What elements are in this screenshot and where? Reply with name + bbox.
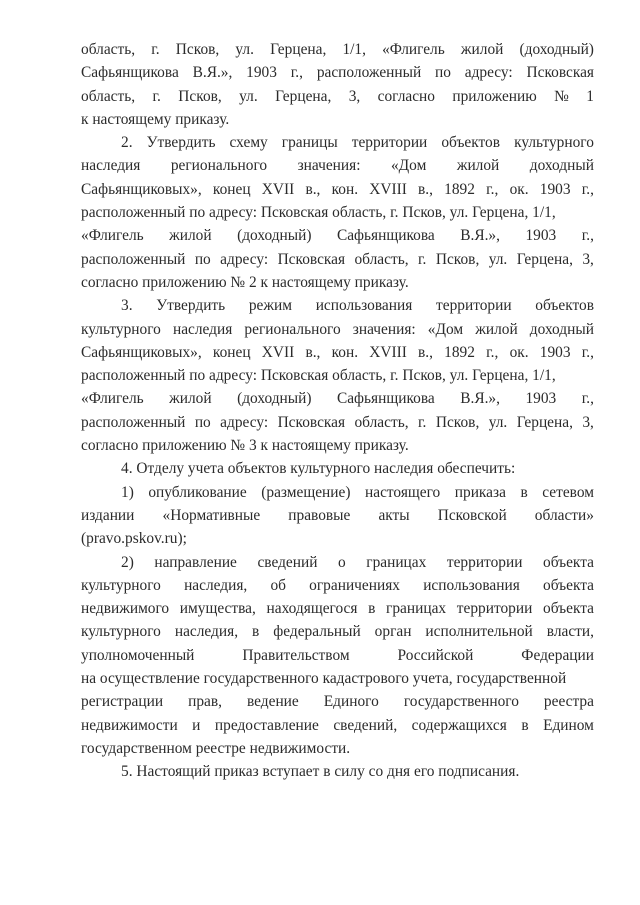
text-line: [81, 527, 594, 550]
text-line: [81, 667, 594, 690]
text-word: на осуществление государственного кадастрового учета, государственной: [81, 670, 567, 688]
text-word: (доходный): [519, 41, 594, 58]
text-word: г.: [152, 87, 161, 105]
text-word: границах: [386, 600, 447, 618]
text-word: кон.: [331, 180, 359, 198]
text-word: область,: [81, 41, 136, 58]
text-word: орган: [374, 623, 412, 641]
text-word: содержащихся: [411, 716, 507, 734]
text-word: Псковская: [277, 250, 346, 268]
text-word: Правительством: [242, 646, 350, 664]
text-word: №: [554, 87, 569, 105]
text-word: ок.: [509, 343, 529, 361]
text-word: исполнительной: [425, 623, 533, 641]
text-word: конец: [212, 180, 251, 198]
text-word: границах: [366, 553, 427, 571]
text-word: «Флигель: [382, 41, 445, 58]
text-word: 1): [121, 483, 134, 501]
text-word: власти,: [546, 623, 594, 641]
text-word: расположенный: [81, 413, 186, 431]
text-word: Утвердить: [146, 134, 216, 152]
text-line: [81, 108, 594, 131]
text-word: сетевом: [542, 483, 594, 501]
text-word: государственного: [403, 693, 519, 711]
text-word: по: [194, 250, 211, 268]
text-line: [81, 364, 594, 387]
text-word: «Дом: [390, 157, 427, 175]
text-word: 5. Настоящий приказ вступает в силу со дня его подписания.: [121, 763, 520, 781]
text-word: ведение: [246, 693, 299, 711]
text-word: Герцена,: [516, 413, 573, 431]
text-word: схему: [229, 134, 268, 152]
text-line: [81, 294, 594, 317]
text-word: жилой: [475, 320, 518, 338]
text-word: В.Я.»,: [460, 390, 500, 408]
text-line: [81, 411, 594, 434]
text-word: г.,: [581, 390, 594, 408]
text-word: сведений: [257, 553, 318, 571]
text-line: [81, 737, 594, 760]
text-word: г.: [417, 250, 427, 268]
text-line: [81, 248, 594, 271]
text-word: акты: [378, 506, 410, 524]
text-word: Сафьянщиковых»,: [81, 343, 202, 361]
text-word: прав,: [188, 693, 222, 711]
text-word: к настоящему приказу.: [81, 110, 230, 128]
text-word: находящегося: [266, 600, 358, 618]
text-word: кон.: [331, 343, 359, 361]
text-word: г.,: [581, 227, 594, 245]
text-word: согласно приложению № 3 к настоящему приказу.: [81, 437, 409, 455]
text-word: недвижимого: [81, 600, 170, 618]
text-word: жилой: [169, 227, 212, 245]
text-line: [81, 224, 594, 247]
text-word: XVIII: [369, 343, 407, 361]
text-word: адресу:: [464, 64, 513, 82]
text-line: [81, 620, 594, 643]
text-word: Псков,: [178, 87, 222, 105]
text-word: г.,: [581, 343, 594, 361]
text-line: [81, 271, 594, 294]
text-word: в: [368, 600, 376, 618]
text-line: [81, 551, 594, 574]
text-word: Сафьянщиковых»,: [81, 180, 202, 198]
text-word: «Нормативные: [162, 506, 261, 524]
text-line: [81, 504, 594, 527]
text-word: Псковская: [277, 413, 346, 431]
text-word: 3,: [582, 250, 594, 268]
text-word: объекта: [543, 553, 594, 571]
text-word: наследия,: [184, 576, 248, 594]
text-word: расположенный по адресу: Псковская область, г. Псков, ул. Герцена, 1/1,: [81, 204, 556, 222]
text-word: федеральный: [273, 623, 361, 641]
text-word: об: [270, 576, 286, 594]
text-word: объектов: [535, 297, 594, 315]
text-word: издании: [81, 506, 135, 524]
text-word: XVIII: [369, 180, 407, 198]
text-word: г.,: [486, 343, 499, 361]
text-line: [81, 201, 594, 224]
text-word: объекта: [543, 576, 594, 594]
text-word: регистрации: [81, 693, 164, 711]
text-word: 2.: [121, 134, 133, 152]
text-word: «Флигель: [81, 390, 144, 408]
text-word: объекта: [543, 600, 594, 618]
text-word: режим: [248, 297, 292, 315]
text-word: ул.: [488, 250, 508, 268]
text-word: (размещение): [261, 483, 351, 501]
text-word: доходный: [529, 320, 594, 338]
text-word: в.,: [305, 343, 321, 361]
text-word: ул.: [488, 413, 508, 431]
text-word: недвижимости: [81, 716, 178, 734]
text-word: территории: [351, 134, 428, 152]
text-word: (доходный): [237, 227, 312, 245]
text-word: г.,: [486, 180, 499, 198]
text-word: государственном реестре недвижимости.: [81, 739, 351, 757]
text-line: [81, 85, 594, 108]
text-word: в.,: [418, 180, 433, 198]
text-word: ул.: [235, 41, 254, 58]
text-word: расположенный: [81, 250, 186, 268]
text-line: [81, 481, 594, 504]
text-line: [81, 760, 594, 783]
text-word: 3.: [121, 297, 133, 315]
text-word: использования: [315, 297, 413, 315]
text-word: Псковская: [526, 64, 594, 82]
text-line: [81, 154, 594, 177]
text-word: Герцена,: [516, 250, 573, 268]
text-word: наследия: [172, 320, 233, 338]
text-word: о: [338, 553, 346, 571]
text-word: регионального: [170, 157, 268, 175]
text-word: Едином: [543, 716, 594, 734]
text-word: г.: [417, 413, 427, 431]
text-word: Сафьянщикова: [81, 64, 179, 82]
text-word: предоставление: [214, 716, 319, 734]
text-word: Сафьянщикова: [336, 227, 435, 245]
text-word: реестра: [543, 693, 594, 711]
text-word: настоящего: [365, 483, 441, 501]
text-word: направление: [154, 553, 237, 571]
text-word: расположенный по адресу: Псковская область, г. Псков, ул. Герцена, 1/1,: [81, 367, 556, 385]
text-word: В.Я.»,: [460, 227, 500, 245]
text-line: [81, 457, 594, 480]
text-line: [81, 644, 594, 667]
text-word: Герцена,: [275, 87, 332, 105]
text-word: 1903: [539, 180, 571, 198]
text-line: [81, 434, 594, 457]
text-word: 3,: [582, 413, 594, 431]
text-word: использования: [423, 576, 520, 594]
text-word: 1892: [444, 343, 475, 361]
text-word: регионального: [244, 320, 341, 338]
text-word: конец: [212, 343, 251, 361]
text-word: 4. Отделу учета объектов культурного наследия обеспечить:: [121, 460, 516, 478]
text-word: (доходный): [237, 390, 312, 408]
text-word: значения:: [352, 320, 416, 338]
text-word: объектов: [441, 134, 501, 152]
text-word: границы: [281, 134, 338, 152]
text-word: жилой: [460, 41, 504, 58]
text-word: области»: [534, 506, 594, 524]
text-line: [81, 131, 594, 154]
text-word: 1: [586, 87, 594, 105]
text-line: [81, 714, 594, 737]
text-word: область,: [354, 250, 409, 268]
text-word: значения:: [297, 157, 361, 175]
text-word: в: [521, 716, 529, 734]
text-word: ок.: [509, 180, 529, 198]
text-word: 2): [121, 553, 134, 571]
text-word: область,: [354, 413, 409, 431]
text-line: [81, 178, 594, 201]
text-word: 1903: [246, 64, 277, 82]
text-word: правовые: [288, 506, 351, 524]
text-word: культурного: [81, 623, 161, 641]
text-word: 1903: [525, 227, 557, 245]
text-word: 1892: [444, 180, 475, 198]
text-line: [81, 574, 594, 597]
text-word: г.,: [290, 64, 304, 82]
text-word: культурного: [81, 320, 161, 338]
text-word: согласно приложению № 2 к настоящему приказу.: [81, 273, 409, 291]
text-word: адресу:: [220, 250, 269, 268]
text-word: Единого: [323, 693, 379, 711]
text-word: Сафьянщикова: [336, 390, 435, 408]
text-word: по: [194, 413, 211, 431]
text-word: в: [252, 623, 260, 641]
text-word: ограничениях: [309, 576, 400, 594]
text-word: XVII: [261, 180, 295, 198]
text-word: согласно: [377, 87, 435, 105]
text-word: в.,: [418, 343, 433, 361]
text-word: Российской: [397, 646, 474, 664]
text-word: область,: [81, 87, 136, 105]
text-word: приказа: [454, 483, 506, 501]
text-word: «Флигель: [81, 227, 144, 245]
document-page: [81, 38, 594, 784]
text-word: культурного: [514, 134, 594, 152]
text-word: и: [192, 716, 201, 734]
text-word: 3,: [348, 87, 361, 105]
text-word: адресу:: [220, 413, 269, 431]
text-word: в.,: [305, 180, 321, 198]
text-word: XVII: [261, 343, 295, 361]
text-word: сведений,: [333, 716, 398, 734]
text-word: наследия,: [174, 623, 239, 641]
text-word: Федерации: [521, 646, 594, 664]
text-word: территории: [456, 600, 533, 618]
text-word: уполномоченный: [81, 646, 195, 664]
text-word: культурного: [81, 576, 161, 594]
text-word: Герцена,: [270, 41, 327, 58]
text-word: Утвердить: [156, 297, 226, 315]
text-word: 1903: [539, 343, 571, 361]
text-word: Псков,: [435, 413, 480, 431]
text-word: (pravo.pskov.ru);: [81, 530, 187, 548]
text-word: наследия: [81, 157, 141, 175]
text-line: [81, 690, 594, 713]
text-word: доходный: [529, 157, 594, 175]
text-line: [81, 597, 594, 620]
text-word: ул.: [239, 87, 258, 105]
text-word: 1/1,: [342, 41, 366, 58]
text-word: «Дом: [427, 320, 464, 338]
text-line: [81, 318, 594, 341]
text-word: В.Я.»,: [192, 64, 233, 82]
text-word: г.,: [581, 180, 594, 198]
text-line: [81, 341, 594, 364]
text-word: 1903: [525, 390, 557, 408]
text-word: территории: [446, 553, 523, 571]
text-word: Псковской: [437, 506, 507, 524]
text-word: Псков,: [435, 250, 480, 268]
text-word: опубликование: [148, 483, 247, 501]
text-word: имущества,: [179, 600, 256, 618]
text-word: в: [520, 483, 528, 501]
text-line: [81, 38, 594, 61]
text-word: жилой: [456, 157, 500, 175]
text-word: территории: [436, 297, 512, 315]
text-line: [81, 387, 594, 410]
text-word: приложению: [452, 87, 537, 105]
text-line: [81, 61, 594, 84]
text-word: по: [435, 64, 451, 82]
text-word: расположенный: [316, 64, 422, 82]
text-word: жилой: [169, 390, 212, 408]
text-word: г.: [151, 41, 160, 58]
text-word: Псков,: [175, 41, 220, 58]
